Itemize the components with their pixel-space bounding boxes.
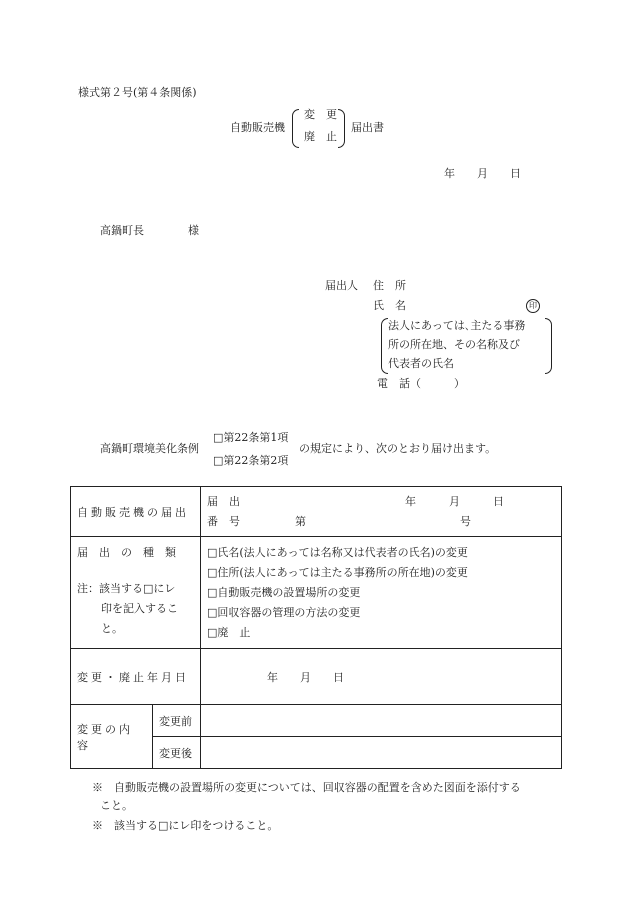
change-date-label-cell <box>71 649 201 705</box>
option-address-change[interactable]: □住所(法人にあっては主たる事務所の所在地)の変更 <box>207 566 468 579</box>
option-name-change[interactable]: □氏名(法人にあっては名称又は代表者の氏名)の変更 <box>207 546 468 559</box>
date-line: 年 月 日 <box>444 167 521 180</box>
notification-label-cell <box>71 487 201 537</box>
title-prefix: 自動販売機 <box>230 121 285 134</box>
address-label: 住 所 <box>373 279 406 292</box>
type-label-cell <box>71 537 201 649</box>
title-suffix: 届出書 <box>351 121 384 134</box>
clause-2-checkbox[interactable]: □第22条第2項 <box>213 454 289 467</box>
corp-note-bracket-left <box>381 318 388 374</box>
notification-form-table <box>70 486 562 769</box>
name-label: 氏 名 <box>373 299 406 312</box>
notification-label: 自動販売機の届出 <box>77 505 189 519</box>
footnote-1: ※ 自動販売機の設置場所の変更については、回収容器の配置を含めた図面を添付する <box>92 781 521 794</box>
option-location-change[interactable]: □自動販売機の設置場所の変更 <box>207 586 361 599</box>
clause-1-checkbox[interactable]: □第22条第1項 <box>213 431 289 444</box>
corp-note-line-3: 代表者の氏名 <box>388 357 454 370</box>
title-bracket-right <box>338 109 345 148</box>
regulation-text: の規定により、次のとおり届け出ます。 <box>299 442 497 455</box>
change-content-label-cell <box>71 705 153 769</box>
type-note-line-1: 注：該当する□にレ <box>77 582 176 595</box>
notification-number-line: 番 号 第 号 <box>207 514 471 528</box>
title-option-change: 変 更 <box>304 108 337 121</box>
notification-value-cell[interactable] <box>201 487 562 537</box>
corp-note-line-2: 所の所在地、その名称及び <box>388 338 520 351</box>
footnote-1-continued: こと。 <box>100 799 133 812</box>
option-container-change[interactable]: □回収容器の管理の方法の変更 <box>207 606 361 619</box>
change-after-label-cell <box>153 737 201 769</box>
change-date-value-cell[interactable] <box>201 649 562 705</box>
type-options-cell <box>201 537 562 649</box>
option-abolish[interactable]: □廃 止 <box>207 626 251 639</box>
change-before-label: 変更前 <box>159 714 192 728</box>
change-after-value-cell[interactable] <box>201 737 562 769</box>
seal-mark: 印 <box>526 299 540 313</box>
change-content-label: 変更の内容 <box>77 722 133 752</box>
type-note-line-2: 印を記入するこ <box>101 602 178 615</box>
title-bracket-left <box>292 109 299 148</box>
phone-label: 電 話（ ） <box>377 377 465 390</box>
notification-date-line: 届 出 年 月 日 <box>207 494 504 508</box>
addressee: 高鍋町長 様 <box>100 224 199 237</box>
change-date-label: 変更・廃止年月日 <box>77 670 189 684</box>
form-number: 様式第２号(第４条関係) <box>78 86 197 99</box>
change-after-label: 変更後 <box>159 746 192 760</box>
footnote-2: ※ 該当する□にレ印をつけること。 <box>92 819 279 832</box>
corp-note-line-1: 法人にあっては､主たる事務 <box>388 319 526 332</box>
change-before-value-cell[interactable] <box>201 705 562 737</box>
ordinance-name: 高鍋町環境美化条例 <box>100 442 199 455</box>
change-before-label-cell <box>153 705 201 737</box>
change-date-value: 年 月 日 <box>267 670 344 684</box>
corp-note-bracket-right <box>545 318 552 374</box>
type-note-line-3: と。 <box>101 622 123 635</box>
title-option-abolish: 廃 止 <box>304 130 337 143</box>
type-label: 届 出 の 種 類 <box>77 546 176 559</box>
applicant-label: 届出人 <box>325 279 358 292</box>
